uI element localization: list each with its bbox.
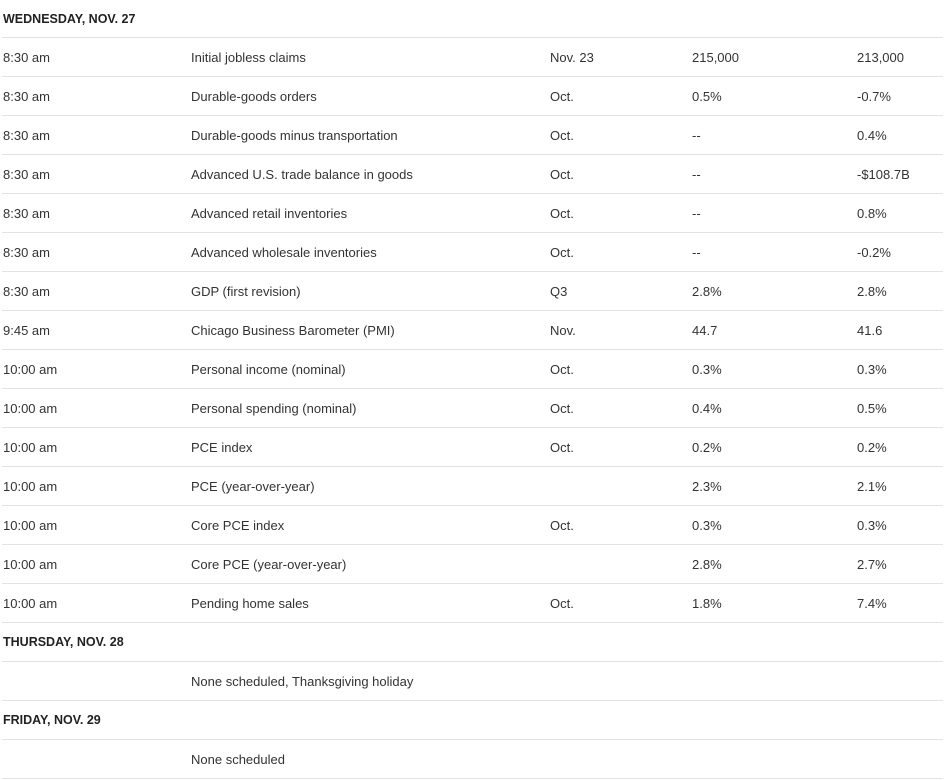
previous-cell: 0.8%: [857, 205, 887, 221]
table-row: [2, 350, 943, 389]
event-cell: Durable-goods orders: [191, 88, 317, 104]
time-cell: 8:30 am: [3, 166, 50, 182]
period-cell: Oct.: [550, 595, 574, 611]
table-row: [2, 740, 943, 779]
period-cell: Oct.: [550, 439, 574, 455]
period-cell: Oct.: [550, 88, 574, 104]
event-cell: Advanced retail inventories: [191, 205, 348, 221]
period-cell: Oct.: [550, 517, 574, 533]
time-cell: 8:30 am: [3, 283, 50, 299]
event-cell: Advanced wholesale inventories: [191, 244, 377, 260]
forecast-cell: 215,000: [692, 49, 739, 65]
previous-cell: 0.4%: [857, 127, 887, 143]
forecast-cell: --: [692, 244, 701, 260]
forecast-cell: 2.8%: [692, 283, 722, 299]
time-cell: 8:30 am: [3, 88, 50, 104]
table-row: [2, 194, 943, 233]
time-cell: 8:30 am: [3, 205, 50, 221]
previous-cell: 2.1%: [857, 478, 887, 494]
economic-calendar-table: [2, 0, 943, 779]
day-header: [2, 0, 943, 38]
forecast-cell: 0.3%: [692, 361, 722, 377]
day-header-label: FRIDAY, NOV. 29: [3, 713, 101, 727]
period-cell: Oct.: [550, 400, 574, 416]
table-row: [2, 38, 943, 77]
forecast-cell: --: [692, 166, 701, 182]
table-row: [2, 662, 943, 701]
previous-cell: 0.3%: [857, 517, 887, 533]
day-header: [2, 701, 943, 740]
forecast-cell: 0.3%: [692, 517, 722, 533]
previous-cell: -$108.7B: [857, 166, 910, 182]
time-cell: 10:00 am: [3, 556, 58, 572]
period-cell: Oct.: [550, 205, 574, 221]
table-row: [2, 77, 943, 116]
event-cell: Pending home sales: [191, 595, 309, 611]
previous-cell: 2.8%: [857, 283, 887, 299]
day-header-label: WEDNESDAY, NOV. 27: [3, 11, 136, 26]
period-cell: Oct.: [550, 244, 574, 260]
event-cell: PCE index: [191, 439, 253, 455]
table-row: [2, 428, 943, 467]
event-cell: GDP (first revision): [191, 283, 301, 299]
period-cell: Oct.: [550, 166, 574, 182]
day-header: [2, 623, 943, 662]
table-row: [2, 506, 943, 545]
event-cell: Chicago Business Barometer (PMI): [191, 322, 395, 338]
forecast-cell: 0.2%: [692, 439, 722, 455]
time-cell: 9:45 am: [3, 322, 50, 338]
previous-cell: 213,000: [857, 49, 904, 65]
event-cell: Core PCE (year-over-year): [191, 556, 347, 572]
day-header-label: THURSDAY, NOV. 28: [3, 635, 124, 649]
event-cell: PCE (year-over-year): [191, 478, 315, 494]
previous-cell: 0.5%: [857, 400, 887, 416]
event-cell: None scheduled: [191, 751, 285, 767]
forecast-cell: 44.7: [692, 322, 718, 338]
previous-cell: -0.2%: [857, 244, 891, 260]
previous-cell: 0.3%: [857, 361, 887, 377]
forecast-cell: 2.8%: [692, 556, 722, 572]
time-cell: 8:30 am: [3, 127, 50, 143]
table-row: [2, 272, 943, 311]
forecast-cell: 2.3%: [692, 478, 722, 494]
period-cell: Q3: [550, 283, 568, 299]
time-cell: 10:00 am: [3, 400, 58, 416]
table-row: [2, 233, 943, 272]
event-cell: Personal spending (nominal): [191, 400, 357, 416]
event-cell: None scheduled, Thanksgiving holiday: [191, 673, 414, 689]
time-cell: 10:00 am: [3, 361, 58, 377]
table-row: [2, 116, 943, 155]
time-cell: 8:30 am: [3, 49, 50, 65]
table-row: [2, 389, 943, 428]
table-row: [2, 545, 943, 584]
table-row: [2, 467, 943, 506]
period-cell: Nov.: [550, 322, 576, 338]
table-row: [2, 311, 943, 350]
table-row: [2, 155, 943, 194]
time-cell: 10:00 am: [3, 517, 58, 533]
event-cell: Durable-goods minus transportation: [191, 127, 398, 143]
time-cell: 8:30 am: [3, 244, 50, 260]
period-cell: Oct.: [550, 127, 574, 143]
forecast-cell: 0.4%: [692, 400, 722, 416]
time-cell: 10:00 am: [3, 439, 58, 455]
previous-cell: 0.2%: [857, 439, 887, 455]
forecast-cell: --: [692, 205, 701, 221]
forecast-cell: --: [692, 127, 701, 143]
previous-cell: -0.7%: [857, 88, 891, 104]
previous-cell: 41.6: [857, 322, 883, 338]
event-cell: Advanced U.S. trade balance in goods: [191, 166, 413, 182]
time-cell: 10:00 am: [3, 595, 58, 611]
event-cell: Initial jobless claims: [191, 49, 306, 65]
forecast-cell: 1.8%: [692, 595, 722, 611]
event-cell: Personal income (nominal): [191, 361, 346, 377]
time-cell: 10:00 am: [3, 478, 58, 494]
period-cell: Nov. 23: [550, 49, 594, 65]
table-row: [2, 584, 943, 623]
event-cell: Core PCE index: [191, 517, 285, 533]
previous-cell: 2.7%: [857, 556, 887, 572]
period-cell: Oct.: [550, 361, 574, 377]
forecast-cell: 0.5%: [692, 88, 722, 104]
previous-cell: 7.4%: [857, 595, 887, 611]
